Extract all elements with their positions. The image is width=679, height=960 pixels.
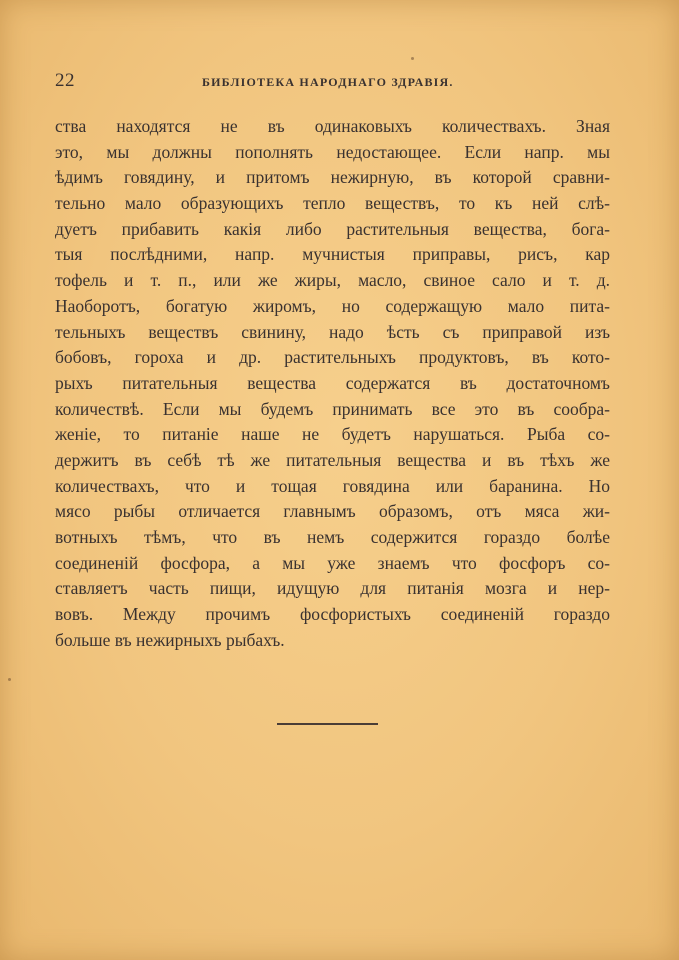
text-line: тофель и т. п., или же жиры, масло, свиное сало и т. д.: [55, 270, 610, 291]
text-line: рыхъ питательныя вещества содержатся въ достаточномъ: [55, 372, 610, 393]
text-line: ства находятся не въ одинаковыхъ количествахъ. Зная: [55, 116, 610, 136]
text-line: тельныхъ веществъ свинину, надо ѣсть съ приправой изъ: [55, 321, 610, 342]
text-line: количествѣ. Если мы будемъ принимать все это въ сообра-: [55, 398, 610, 419]
text-line: Наоборотъ, богатую жиромъ, но содержащую мало пита-: [55, 295, 610, 316]
running-title: БИБЛІОТЕКА НАРОДНАГО ЗДРАВІЯ.: [202, 75, 454, 89]
print-speck: [411, 57, 414, 60]
text-line: бобовъ, гороха и др. растительныхъ продуктовъ, въ кото-: [55, 347, 610, 368]
running-head: [55, 70, 610, 96]
text-line: ѣдимъ говядину, и притомъ нежирную, въ которой сравни-: [55, 167, 610, 188]
text-line: дуетъ прибавить какія либо растительныя вещества, бога-: [55, 218, 610, 239]
text-line: женіе, то питаніе наше не будетъ нарушаться. Рыба со-: [55, 424, 610, 445]
text-line: вотныхъ тѣмъ, что въ немъ содержится гораздо болѣе: [55, 527, 610, 547]
body-text: [55, 114, 610, 653]
text-line: ставляетъ часть пищи, идущую для питанія мозга и нер-: [55, 578, 610, 599]
text-line: вовъ. Между прочимъ фосфористыхъ соединеній гораздо: [55, 604, 610, 625]
text-line: тыя послѣдними, напр. мучнистыя приправы, рисъ, кар: [55, 244, 610, 265]
text-line: это, мы должны пополнять недостающее. Если напр. мы: [55, 141, 610, 162]
page-number: 22: [55, 70, 75, 91]
text-line: держитъ въ себѣ тѣ же питательныя вещества и въ тѣхъ же: [55, 449, 610, 470]
text-line: количествахъ, что и тощая говядина или баранина. Но: [55, 475, 610, 496]
print-speck: [8, 678, 11, 681]
text-line: соединеній фосфора, а мы уже знаемъ что фосфоръ со-: [55, 552, 610, 573]
text-line-last: больше въ нежирныхъ рыбахъ.: [55, 629, 285, 650]
text-line: мясо рыбы отличается главнымъ образомъ, отъ мяса жи-: [55, 501, 610, 522]
end-rule: [277, 723, 378, 725]
text-line: тельно мало образующихъ тепло веществъ, то къ ней слѣ-: [55, 193, 610, 214]
